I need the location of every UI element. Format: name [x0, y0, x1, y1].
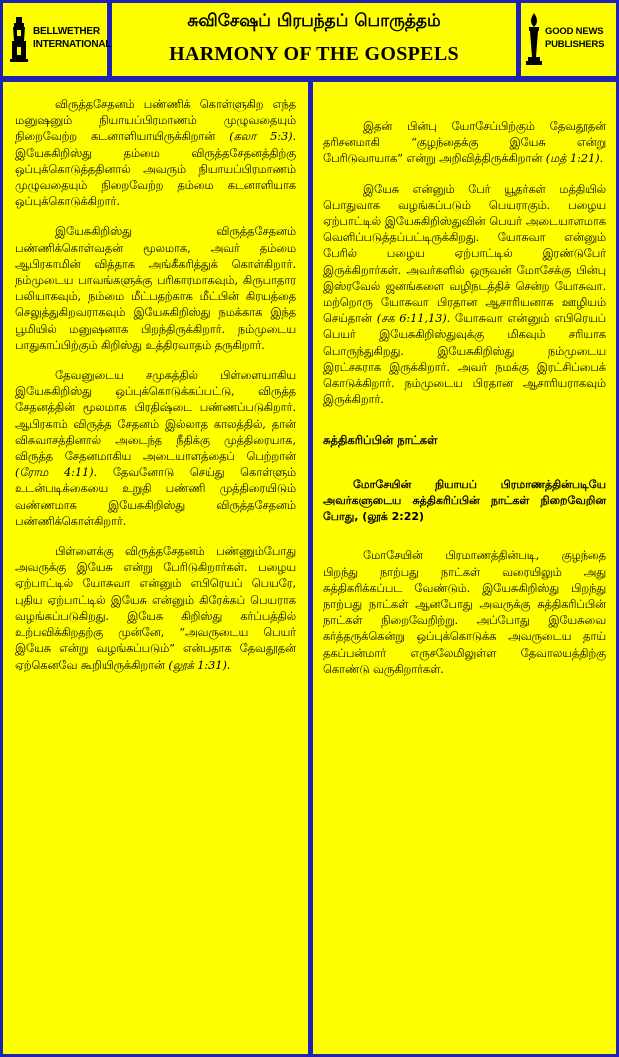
logo-left-panel [3, 3, 112, 76]
good-news-logo-text: GOOD NEWS PUBLISHERS [545, 26, 605, 50]
good-news-logo [521, 3, 616, 76]
bellwether-logo [3, 3, 112, 76]
right-paragraph-3: மோசேயின் பிரமாணத்தின்படி, குழந்தை பிறந்து நாற்பது நாட்கள் வரையிலும் அது சுத்திகரிக்கப்பட வேண்டும். இயேசுகிறிஸ்து பிறந்து நாற்பது நாட்கள் ஆனபோது அவருக்கு சுத்திகரிப்பின் நாட்கள் நிறைவேறிற்று. அப்போது இயேசுவை கர்த்தருக்கென்று ஒப்புக்கொடுக்க அவருடைய தாய் தகப்பன்மார் எருசலேமிலுள்ள தேவாலயத்திற்கு கொண்டு வருகிறார்கள். [323, 548, 606, 676]
bellwether-logo-text: BELLWETHER INTERNATIONAL [33, 26, 112, 50]
title-panel [112, 3, 516, 76]
torch-icon [525, 11, 543, 67]
left-paragraph-1: விருத்தசேதனம் பண்ணிக் கொள்ளுகிற எந்த மனுஷனும் நியாயப்பிரமாணம் முழுவதையும் நிறைவேற்ற கடனாளியாயிருக்கிறான் (கலா 5:3). இயேசுகிறிஸ்து தம்மை விருத்தசேதனத்திற்கு ஒப்புக்கொடுத்ததினால் அவரும் நியாயப்பிரமாணம் முழுவதையும் நிறைவேற்ற தம்மை கடனாளியாக ஒப்புக்கொடுக்கிறார். [15, 97, 296, 209]
left-paragraph-4: பிள்ளைக்கு விருத்தசேதனம் பண்ணும்போது அவருக்கு இயேசு என்று பேரிடுகிறார்கள். பழைய ஏற்பாட்டில் யோசுவா என்னும் எபிரெயப் பெயரே, புதிய ஏற்பாட்டில் இயேசு என்னும் கிரேக்கப் பெயராக வழங்கப்படுகிறது. இயேசு கிறிஸ்து கர்ப்பத்தில் உற்பவிக்கிறதற்கு முன்னே, “அவருடைய பெயர் இயேசு என்று வழங்கப்படும்” என்பதாக தேவதூதன் ஏற்கெனவே கூறியிருக்கிறான் (லூக் 1:31). [15, 544, 296, 672]
section-subheading: மோசேயின் நியாயப் பிரமாணத்தின்படியே அவர்களுடைய சுத்திகரிப்பின் நாட்கள் நிறைவேறின போது, (லூக் 2:22) [323, 478, 606, 524]
page-title-english: HARMONY OF THE GOSPELS [169, 43, 459, 65]
bell-tower-icon [9, 15, 29, 63]
right-column [313, 82, 616, 1054]
right-paragraph-1: இதன் பின்பு யோசேப்பிற்கும் தேவதூதன் தரிசனமாகி “குழந்தைக்கு இயேசு என்று பேரிடுவாயாக” என்று அறிவித்திருக்கிறான் (மத் 1:21). [323, 119, 606, 166]
section-heading: சுத்திகரிப்பின் நாட்கள் [323, 433, 438, 448]
logo-right-panel [521, 3, 616, 76]
left-column [3, 82, 308, 1054]
left-paragraph-3: தேவனுடைய சமுகத்தில் பிள்ளையாகிய இயேசுகிறிஸ்து ஒப்புக்கொடுக்கப்பட்டு, விருத்த சேதனத்தின் மூலமாக பிரதிஷ்டை பண்ணப்படுகிறார். ஆபிரகாம் விருத்த சேதனம் இல்லாத காலத்தில், தான் விசுவாசத்தினால் அடைந்த நீதிக்கு முத்திரையாக, விருத்த சேதனமாகிய அடையாளத்தைப் பெற்றான் (ரோம 4:11). தேவனோடு செய்து கொள்ளும் உடன்படிக்கையை உறுதி பண்ணி முத்திரையிடும் வண்ணமாக இயேசுகிறிஸ்து விருத்தசேதனம் பண்ணிக்கொள்கிறார். [15, 368, 297, 528]
right-paragraph-2: இயேசு என்னும் பேர் யூதர்கள் மத்தியில் பொதுவாக வழங்கப்படும் பெயராகும். பழைய ஏற்பாட்டில் இயேசுகிறிஸ்துவின் பெயர் அடையாளமாக வெளிப்படுத்தப்பட்டிருக்கிறது. யோசுவா என்னும் பேரில் பழைய ஏற்பாட்டில் இரண்டுபேர் இருக்கிறார்கள். அவர்களில் ஒருவன் மோசேக்கு பின்பு இஸ்ரவேல் ஜனங்களை வழிநடத்திச் சென்ற யோசுவா. மற்றொரு யோசுவா பிரதான ஆசாரியனாக ஊழியம் செய்தான் (சக 6:11,13). யோசுவா என்னும் எபிரெயப் பெயர் இயேசுகிறிஸ்துவுக்கு மிகவும் சரியாக பொருந்துகிறது. இயேசுகிறிஸ்து நம்முடைய இரட்சகராக இருக்கிறார். அவர் நமக்கு இரட்சிப்பைக் கொடுக்கிறார். நம்முடைய பிரதான ஆசாரியராகவும் இருக்கிறார். [323, 181, 606, 407]
left-paragraph-2: இயேசுகிறிஸ்து விருத்தசேதனம் பண்ணிக்கொள்வதன் மூலமாக, அவர் தம்மை ஆபிரகாமின் வித்தாக அங்கீகரித்துக் கொள்கிறார். நம்முடைய பாவங்களுக்கு பரிகாரமாகவும், கிருபாதார பலியாகவும், நம்மை மீட்பதற்காக மீட்பின் கிரயத்தை செலுத்துகிறவராகவும் இயேசுகிறிஸ்து நமக்காக இந்த பூமியில் மனுஷனாக பிறந்திருக்கிறார். நம்முடைய பாதுகாப்பிற்கும் கிறிஸ்து உத்திரவாதம் தருகிறார். [15, 224, 296, 352]
page-title-tamil: சுவிசேஷப் பிரபந்தப் பொருத்தம் [187, 11, 441, 31]
